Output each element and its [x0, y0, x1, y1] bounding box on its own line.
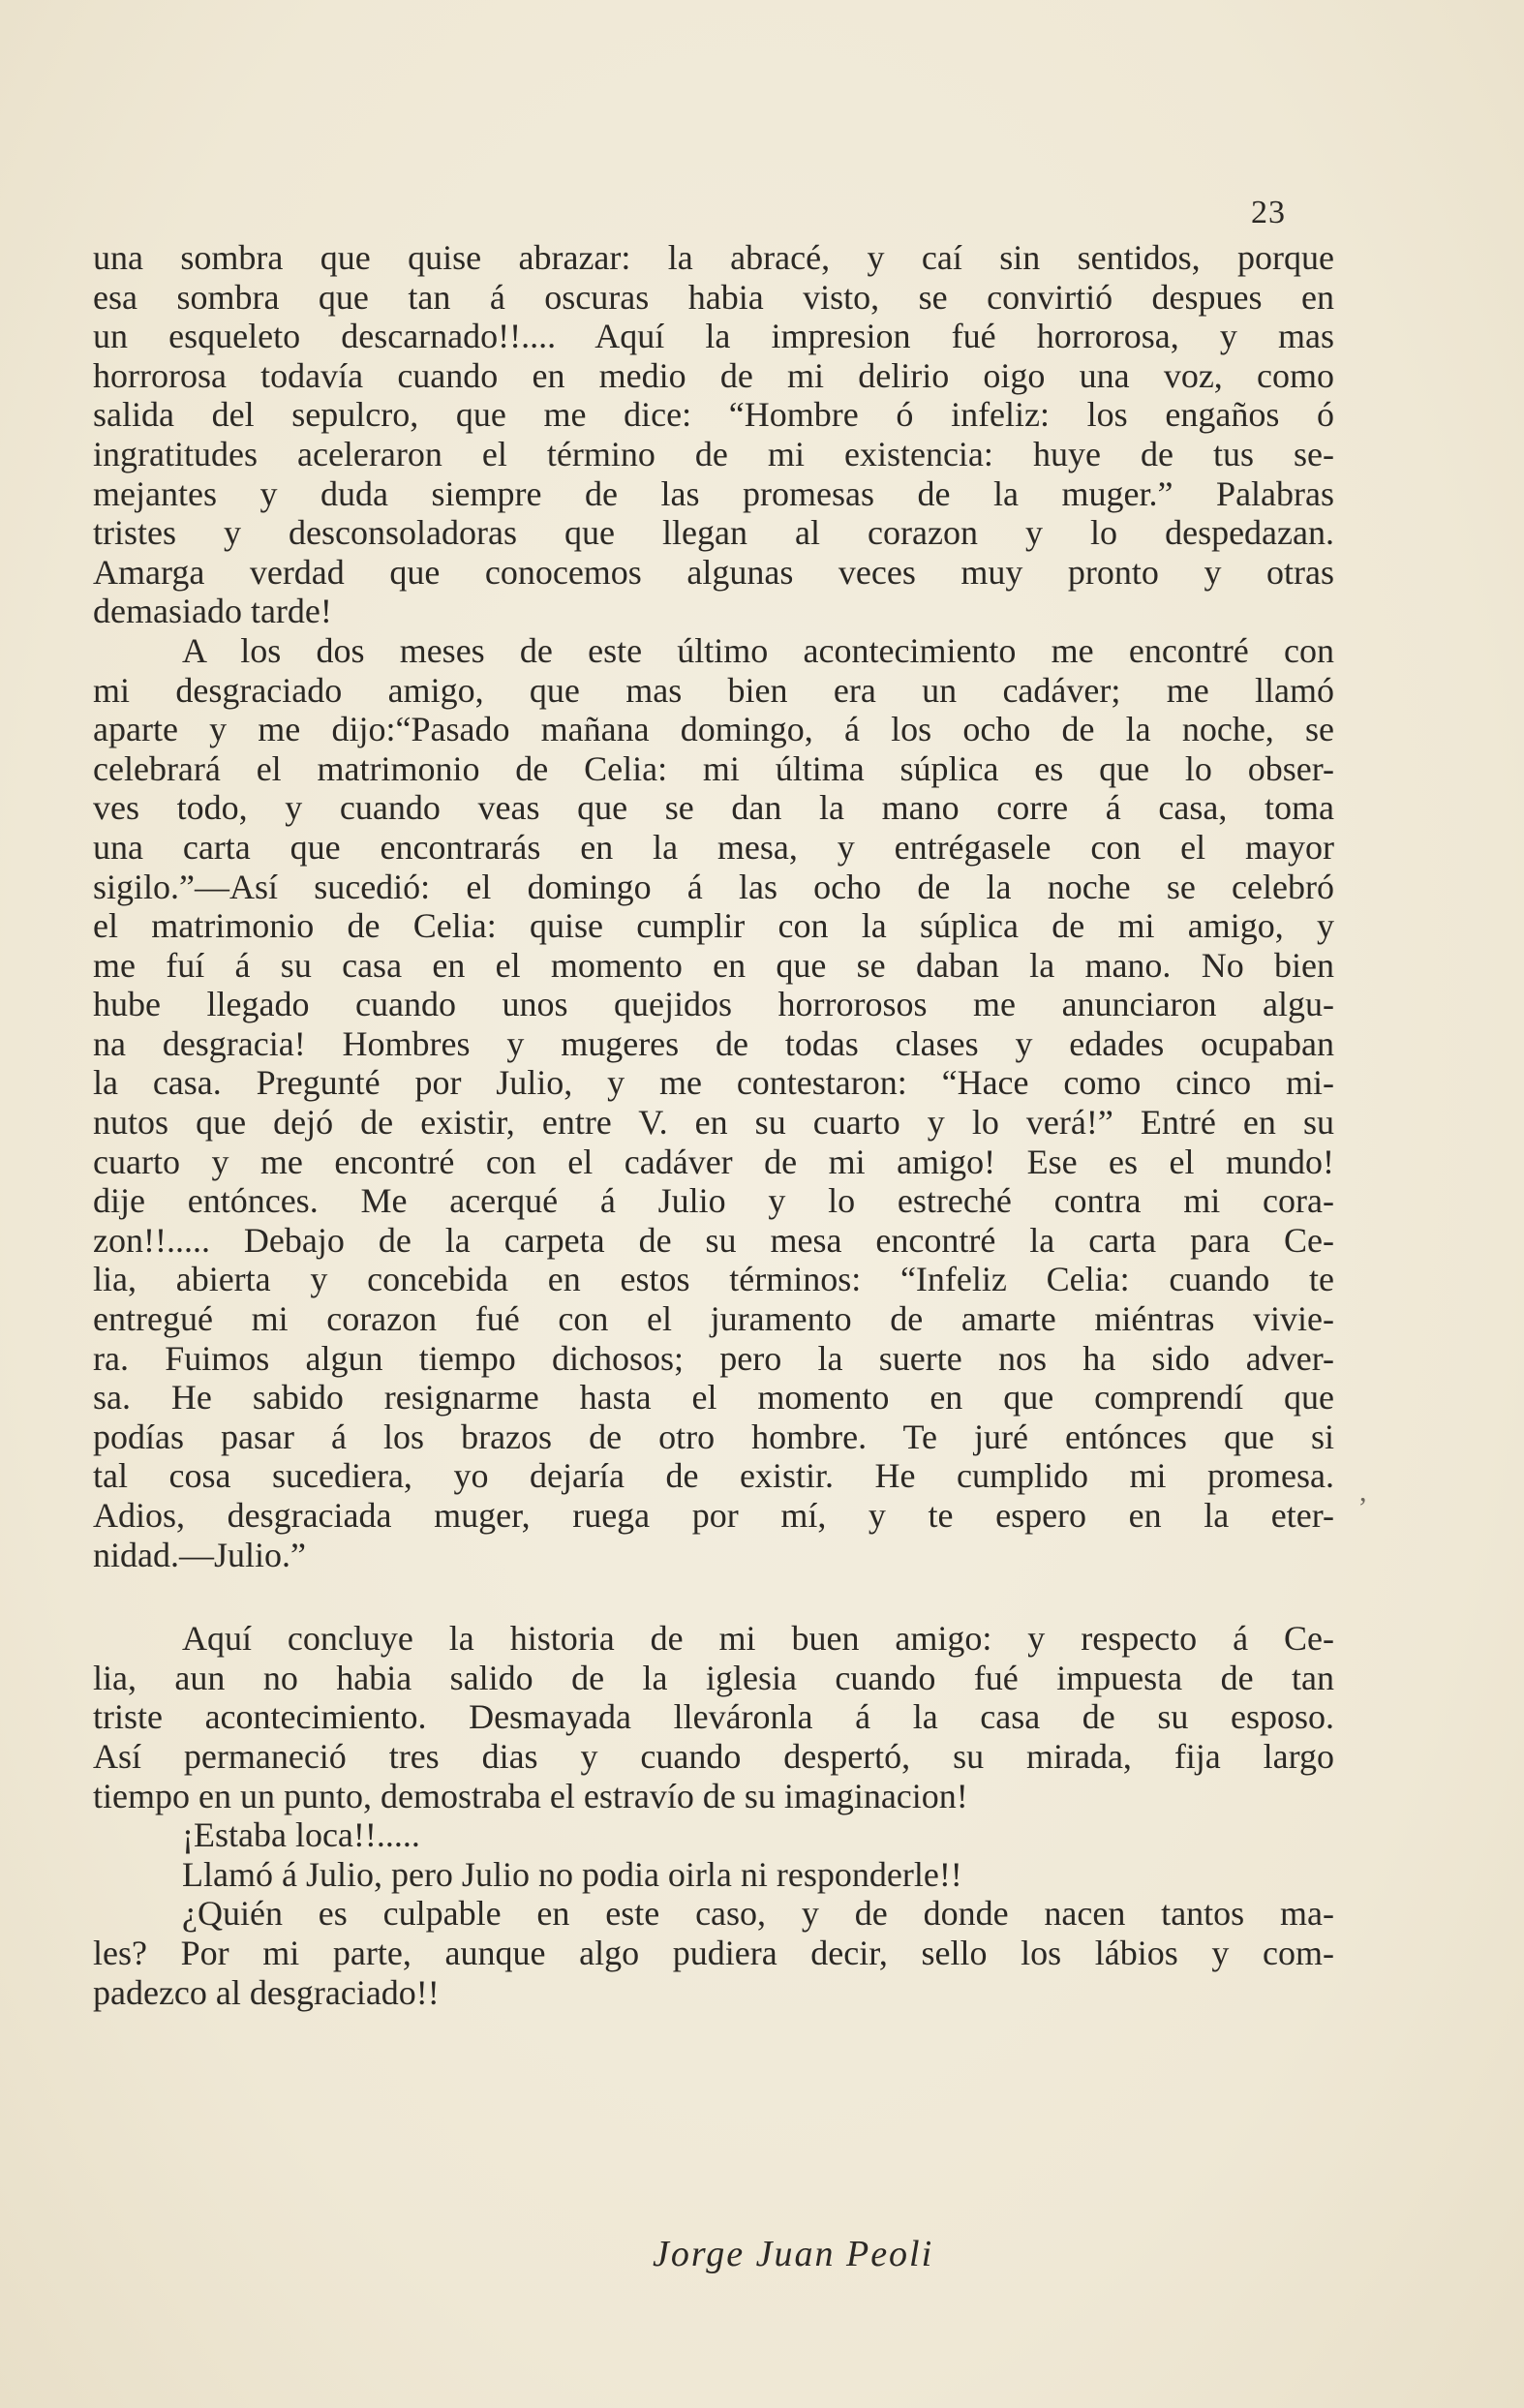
text-line: un esqueleto descarnado!!.... Aquí la impresion fué horrorosa, y mas: [93, 317, 1334, 356]
text-line: nutos que dejó de existir, entre V. en su cuarto y lo verá!” Entré en su: [93, 1103, 1334, 1143]
text-line: lia, abierta y concebida en estos términos: “Infeliz Celia: cuando te: [93, 1260, 1334, 1299]
text-line: les? Por mi parte, aunque algo pudiera decir, sello los lábios y com-: [93, 1933, 1334, 1972]
text-line: triste acontecimiento. Desmayada lleváronla á la casa de su esposo.: [93, 1697, 1334, 1737]
text-line: zon!!..... Debajo de la carpeta de su mesa encontré la carta para Ce-: [93, 1220, 1334, 1260]
text-line: el matrimonio de Celia: quise cumplir con la súplica de mi amigo, y: [93, 906, 1334, 946]
text-line: ingratitudes aceleraron el término de mi existencia: huye de tus se-: [93, 434, 1334, 473]
text-line: me fuí á su casa en el momento en que se daban la mano. No bien: [93, 945, 1334, 985]
text-line: tal cosa sucediera, yo dejaría de existir. He cumplido mi promesa.: [93, 1456, 1334, 1496]
text-line: Así permaneció tres dias y cuando despertó, su mirada, fija largo: [93, 1736, 1334, 1776]
text-line: lia, aun no habia salido de la iglesia cuando fué impuesta de tan: [93, 1658, 1334, 1697]
author-signature: Jorge Juan Peoli: [653, 2234, 934, 2274]
text-line: ra. Fuimos algun tiempo dichosos; pero la suerte nos ha sido adver-: [93, 1338, 1334, 1378]
text-line: la casa. Pregunté por Julio, y me contestaron: “Hace como cinco mi-: [93, 1063, 1334, 1103]
paragraph-gap: [93, 1574, 1334, 1619]
text-line: Llamó á Julio, pero Julio no podia oirla ni responderle!!: [182, 1854, 962, 1894]
text-line: sa. He sabido resignarme hasta el momento en que comprendí que: [93, 1378, 1334, 1417]
text-line: ves todo, y cuando veas que se dan la mano corre á casa, toma: [93, 788, 1334, 828]
text-line: horrorosa todavía cuando en medio de mi delirio oigo una voz, como: [93, 355, 1334, 395]
text-line: nidad.—Julio.”: [93, 1535, 306, 1574]
text-line: aparte y me dijo:“Pasado mañana domingo, á los ocho de la noche, se: [93, 710, 1334, 749]
text-line: A los dos meses de este último acontecimiento me encontré con: [182, 630, 1334, 670]
text-line: cuarto y me encontré con el cadáver de mi amigo! Ese es el mundo!: [93, 1142, 1334, 1181]
text-line: celebrará el matrimonio de Celia: mi última súplica es que lo obser-: [93, 748, 1334, 788]
text-line: entregué mi corazon fué con el juramento de amarte miéntras vivie-: [93, 1299, 1334, 1339]
text-line: ¿Quién es culpable en este caso, y de donde nacen tantos ma-: [182, 1894, 1334, 1934]
text-line: podías pasar á los brazos de otro hombre. Te juré entónces que si: [93, 1417, 1334, 1456]
text-line: tristes y desconsoladoras que llegan al corazon y lo despedazan.: [93, 513, 1334, 553]
text-line: dije entónces. Me acerqué á Julio y lo estreché contra mi cora-: [93, 1181, 1334, 1221]
text-line: na desgracia! Hombres y mugeres de todas clases y edades ocupaban: [93, 1023, 1334, 1063]
text-line: Amarga verdad que conocemos algunas veces muy pronto y otras: [93, 552, 1334, 592]
text-line: mejantes y duda siempre de las promesas de la muger.” Palabras: [93, 473, 1334, 513]
text-line: padezco al desgraciado!!: [93, 1972, 440, 2012]
text-line: hube llegado cuando unos quejidos horrorosos me anunciaron algu-: [93, 985, 1334, 1024]
text-line: Aquí concluye la historia de mi buen amigo: y respecto á Ce-: [182, 1619, 1334, 1659]
text-line: tiempo en un punto, demostraba el estravío de su imaginacion!: [93, 1776, 968, 1815]
text-line: ¡Estaba loca!!.....: [182, 1815, 420, 1855]
text-line: mi desgraciado amigo, que mas bien era un cadáver; me llamó: [93, 670, 1334, 710]
text-line: una sombra que quise abrazar: la abracé, y caí sin sentidos, porque: [93, 238, 1334, 277]
margin-mark: ,: [1359, 1476, 1367, 1508]
text-line: esa sombra que tan á oscuras habia visto, se convirtió despues en: [93, 277, 1334, 317]
body-text: [93, 238, 1334, 2012]
page-number: 23: [1251, 195, 1286, 230]
text-line: sigilo.”—Así sucedió: el domingo á las ocho de la noche se celebró: [93, 867, 1334, 906]
text-line: Adios, desgraciada muger, ruega por mí, y te espero en la eter-: [93, 1496, 1334, 1535]
text-line: salida del sepulcro, que me dice: “Hombre ó infeliz: los engaños ó: [93, 395, 1334, 435]
text-line: una carta que encontrarás en la mesa, y entrégasele con el mayor: [93, 827, 1334, 867]
text-line: demasiado tarde!: [93, 592, 332, 631]
